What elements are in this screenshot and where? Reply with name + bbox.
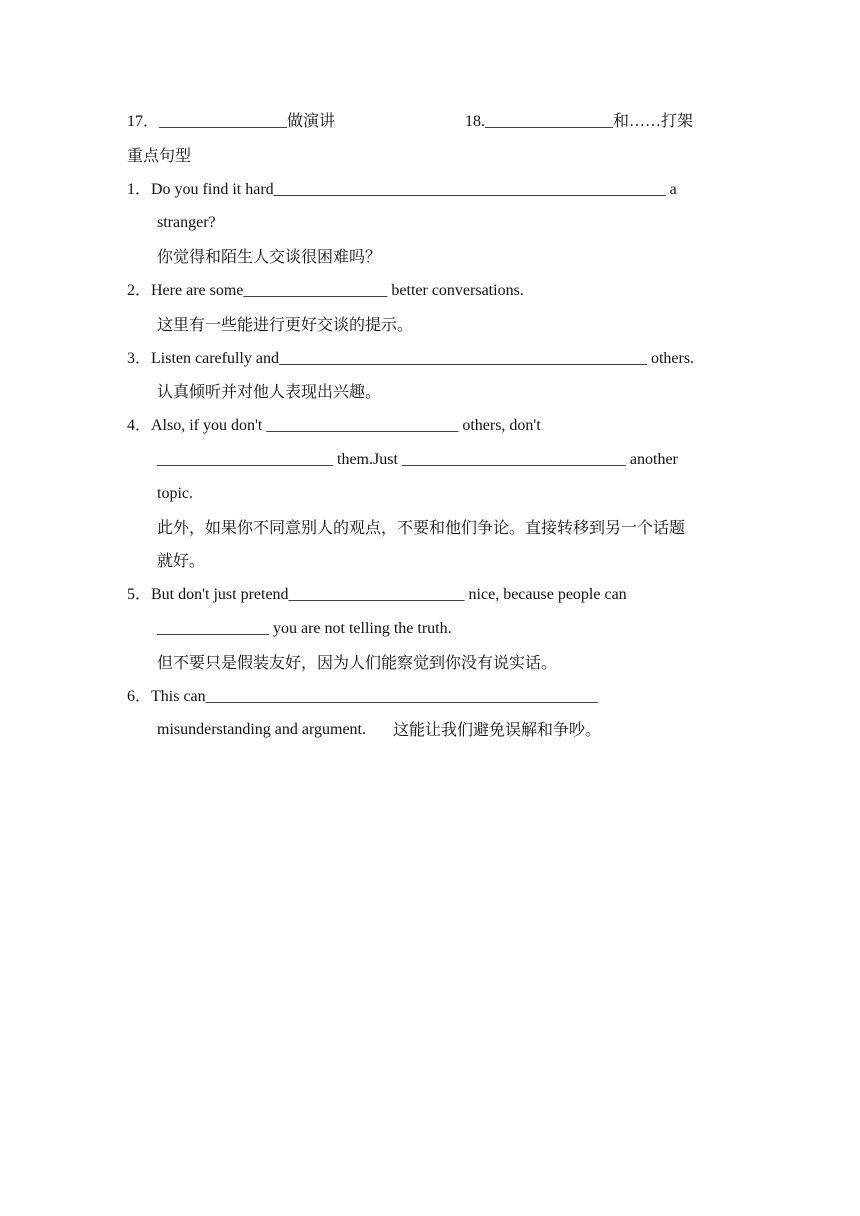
sentence-1-line-1: 1．Do you find it hard_________________________________________________ a xyxy=(127,181,677,198)
sentence-1-line-2: stranger? xyxy=(157,214,216,231)
sentence-4-line-3: topic. xyxy=(157,485,193,502)
vocab-item-18: 18.________________和……打架 xyxy=(465,113,694,130)
sentence-4-line-1: 4．Also, if you don't ________________________ others, don't xyxy=(127,417,541,434)
sentence-6-line-1: 6．This can_________________________________________________ xyxy=(127,688,598,705)
sentence-5-line-1: 5．But don't just pretend______________________ nice, because people can xyxy=(127,586,627,603)
sentence-4-translation-2: 就好。 xyxy=(157,551,206,570)
sentence-4-translation-1: 此外，如果你不同意别人的观点，不要和他们争论。直接转移到另一个话题 xyxy=(157,518,686,537)
sentence-5-line-2: ______________ you are not telling the truth. xyxy=(157,620,452,637)
sentence-6-line-2: misunderstanding and argument. xyxy=(157,721,366,738)
sentence-1-translation: 你觉得和陌生人交谈很困难吗？ xyxy=(157,247,382,266)
sentence-3-translation: 认真倾听并对他人表现出兴趣。 xyxy=(157,382,382,401)
sentence-3-line-1: 3．Listen carefully and______________________________________________ others. xyxy=(127,350,695,367)
sentence-4-line-2: ______________________ them.Just ____________________________ another xyxy=(157,451,678,468)
sentence-2-line-1: 2．Here are some__________________ better conversations. xyxy=(127,282,524,299)
sentence-6-translation: 这能让我们避免误解和争吵。 xyxy=(393,720,602,739)
section-title: 重点句型 xyxy=(127,146,192,165)
vocab-item-17: 17．________________做演讲 xyxy=(127,113,336,130)
sentence-2-translation: 这里有一些能进行更好交谈的提示。 xyxy=(157,315,414,334)
sentence-5-translation: 但不要只是假装友好，因为人们能察觉到你没有说实话。 xyxy=(157,653,558,672)
